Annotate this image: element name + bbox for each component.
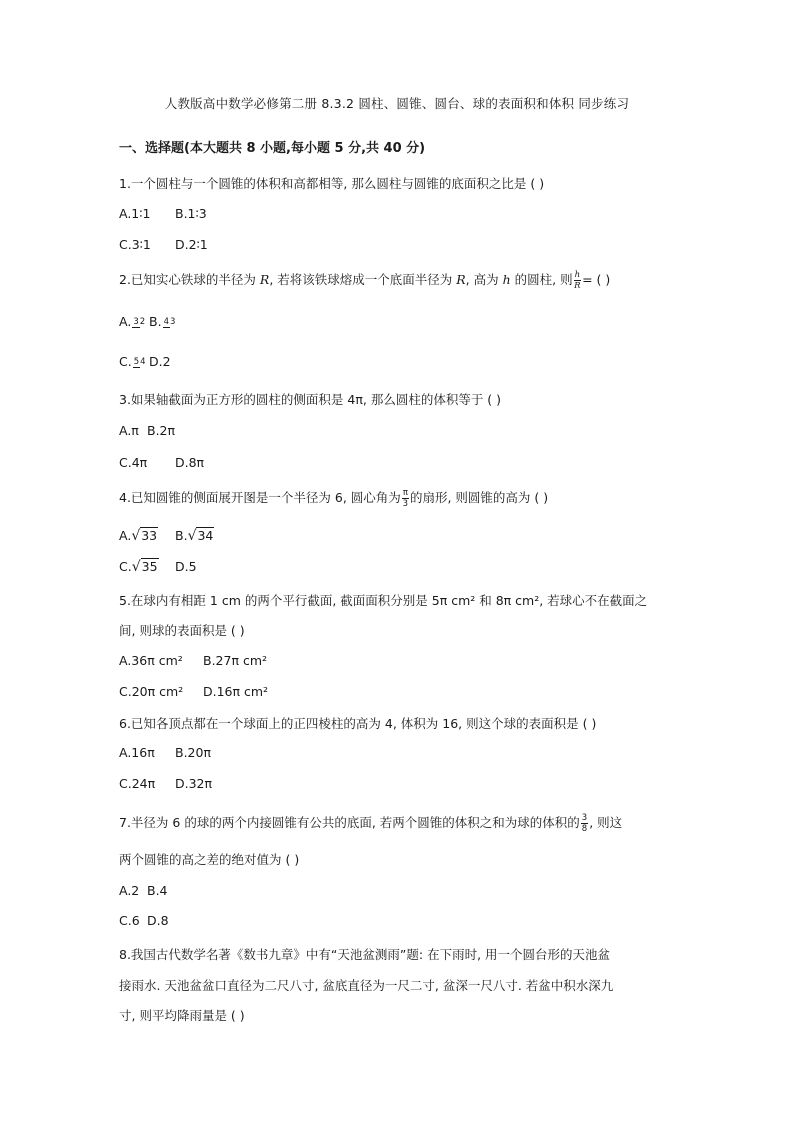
q6-option-c: C.24π — [119, 776, 156, 791]
q7-option-b: B.4 — [147, 883, 168, 898]
q5-option-d: D.16π cm² — [203, 684, 269, 699]
q1-option-c: C.3∶1 — [119, 237, 151, 252]
question-2-stem: 2.已知实心铁球的半径为 R, 若将该铁球熔成一个底面半径为 R, 高为 h 的圆柱, 则 $\frac{h}{R}$ = ( ) — [119, 269, 611, 291]
question-7-options-row-1 — [119, 883, 168, 898]
document-title: 人教版高中数学必修第二册 8.3.2 圆柱、圆锥、圆台、球的表面积和体积 同步练习 — [164, 96, 630, 111]
q3-option-a: A.π — [119, 423, 139, 438]
q3-option-c: C.4π — [119, 455, 148, 470]
question-5-stem-line-2: 间, 则球的表面积是 ( ) — [119, 623, 245, 638]
question-3-stem: 3.如果轴截面为正方形的圆柱的侧面积是 4π, 那么圆柱的体积等于 ( ) — [119, 392, 502, 407]
var-r: R — [259, 272, 270, 287]
question-6-options-row-2 — [119, 776, 212, 791]
question-6-options-row-1 — [119, 745, 211, 760]
section-heading: 一、选择题(本大题共 8 小题,每小题 5 分,共 40 分) — [119, 141, 426, 156]
q7-option-a: A.2 — [119, 883, 140, 898]
q1-option-b: B.1∶3 — [175, 206, 207, 221]
q6-option-a: A.16π — [119, 745, 155, 760]
question-7-options-row-2 — [119, 913, 169, 928]
q7-option-d: D.8 — [147, 913, 169, 928]
q4-option-b: B.√34 — [175, 528, 214, 544]
q2-option-c: C. 54 — [119, 354, 146, 369]
q3-option-b: B.2π — [147, 423, 176, 438]
question-5-stem-line-1: 5.在球内有相距 1 cm 的两个平行截面, 截面面积分别是 5π cm² 和 8π cm², 若球心不在截面之 — [119, 593, 648, 608]
q2-option-b: B. 43 — [149, 314, 176, 329]
q2-option-a: A. 32 — [119, 314, 146, 329]
question-5-options-row-1 — [119, 653, 267, 668]
q5-option-a: A.36π cm² — [119, 653, 183, 668]
question-8-stem-line-2: 接雨水. 天池盆盆口直径为二尺八寸, 盆底直径为一尺二寸, 盆深一尺八寸. 若盆中积水深九 — [119, 978, 614, 993]
q4-option-c: C.√35 — [119, 559, 158, 575]
question-5-options-row-2 — [119, 684, 268, 699]
question-6-stem: 6.已知各顶点都在一个球面上的正四棱柱的高为 4, 体积为 16, 则这个球的表面积是 ( ) — [119, 716, 597, 731]
question-3-options-row-1 — [119, 423, 175, 438]
q5-option-c: C.20π cm² — [119, 684, 184, 699]
question-4-options-row-1 — [119, 527, 214, 544]
question-3-options-row-2 — [119, 455, 204, 470]
q1-option-a: A.1∶1 — [119, 206, 151, 221]
q2-option-d: D.2 — [149, 354, 171, 369]
question-4-options-row-2 — [119, 558, 197, 575]
q5-option-b: B.27π cm² — [203, 653, 268, 668]
question-1-options-row-2 — [119, 237, 208, 252]
fraction-3-over-8: $\frac{3}{8}$ — [581, 812, 588, 834]
question-7-stem-line-2: 两个圆锥的高之差的绝对值为 ( ) — [119, 852, 300, 867]
q7-option-c: C.6 — [119, 913, 140, 928]
q1-option-d: D.2∶1 — [175, 237, 208, 252]
q4-option-d: D.5 — [175, 559, 197, 574]
question-4-stem: 4.已知圆锥的侧面展开图是一个半径为 6, 圆心角为 $\frac{\pi}{3}$ 的扇形, 则圆锥的高为 ( ) — [119, 487, 549, 509]
question-8-stem-line-1: 8.我国古代数学名著《数书九章》中有“天池盆测雨”题: 在下雨时, 用一个圆台形的天池盆 — [119, 947, 611, 962]
var-r: R — [456, 272, 466, 287]
fraction-pi-over-3: $\frac{\pi}{3}$ — [402, 487, 409, 509]
question-2-options-row-2 — [119, 354, 171, 369]
question-8-stem-line-3: 寸, 则平均降雨量是 ( ) — [119, 1008, 245, 1023]
var-h: h — [502, 272, 511, 287]
question-1-options-row-1 — [119, 206, 207, 221]
fraction-h-over-r: $\frac{h}{R}$ — [574, 269, 581, 291]
question-7-stem-line-1: 7.半径为 6 的球的两个内接圆锥有公共的底面, 若两个圆锥的体积之和为球的体积的 $\frac{3}{8}$ , 则这 — [119, 812, 623, 834]
q4-option-a: A.√33 — [119, 528, 158, 544]
q6-option-d: D.32π — [175, 776, 213, 791]
question-1-stem: 1.一个圆柱与一个圆锥的体积和高都相等, 那么圆柱与圆锥的底面积之比是 ( ) — [119, 176, 545, 191]
q3-option-d: D.8π — [175, 455, 205, 470]
q6-option-b: B.20π — [175, 745, 211, 760]
question-2-options-row-1 — [119, 314, 176, 329]
